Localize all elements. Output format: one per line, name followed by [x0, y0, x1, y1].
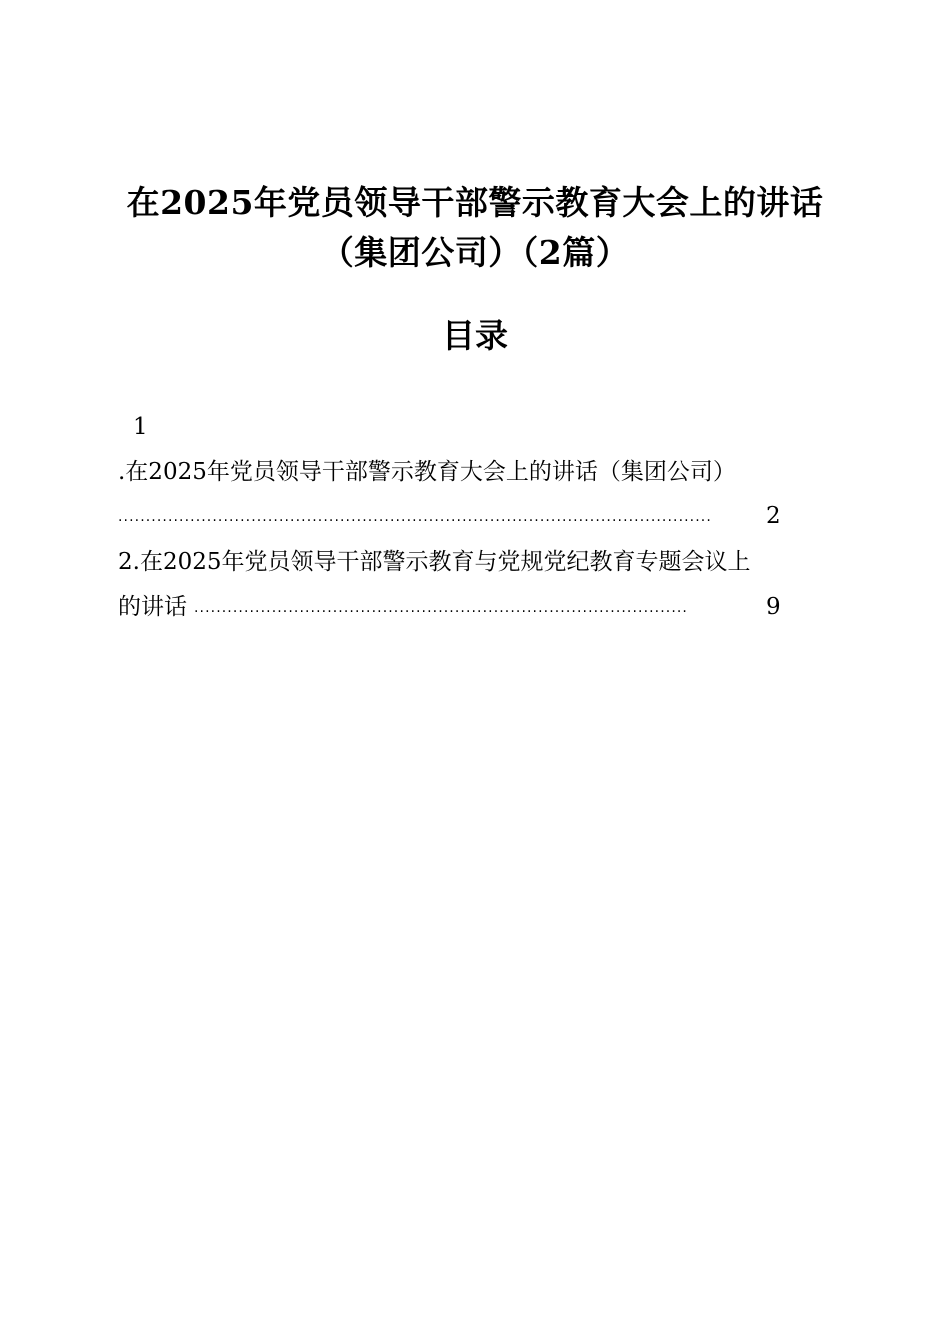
- toc-entry-title-line1: 2.在2025年党员领导干部警示教育与党规党纪教育专题会议上: [118, 549, 751, 575]
- toc-entry-title-line2: 的讲话: [118, 594, 187, 620]
- toc-page-number: 2: [766, 503, 781, 529]
- toc-entry-title: .在2025年党员领导干部警示教育大会上的讲话（集团公司）: [118, 459, 736, 485]
- toc-page-number: 9: [766, 594, 781, 620]
- document-title: 在2025年党员领导干部警示教育大会上的讲话（集团公司）（2篇）: [126, 183, 824, 272]
- toc-entry-number: 1: [133, 414, 148, 440]
- toc-heading: 目录: [442, 316, 508, 355]
- toc-dot-leader: .........................................................................................: [194, 600, 688, 616]
- toc-dot-leader: ...........................................................................................................: [118, 509, 712, 525]
